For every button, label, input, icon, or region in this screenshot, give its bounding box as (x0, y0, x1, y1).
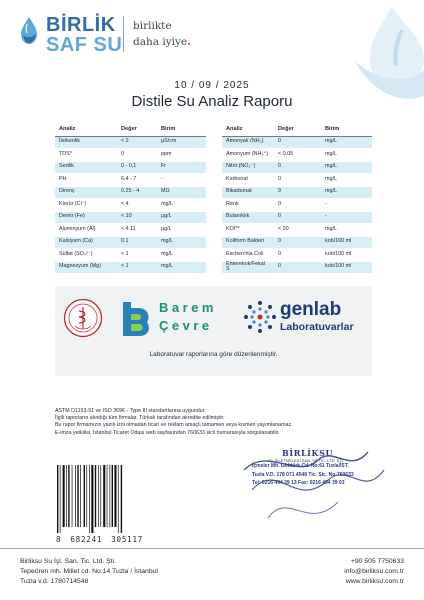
cell-analiz: Karbonat (222, 174, 274, 187)
genlab-brand-line2: Laboratuvarlar (280, 321, 354, 333)
cell-deger: 0 (274, 174, 321, 187)
barcode-bar (91, 465, 93, 533)
cell-birim: - (157, 174, 206, 187)
cell-deger: 0 (274, 211, 321, 224)
cell-deger: 0 (274, 161, 321, 174)
table-row (222, 249, 372, 262)
cell-analiz: Bulanıklık (222, 211, 274, 224)
barcode-bar (114, 465, 116, 527)
slogan-line2 (133, 36, 191, 48)
footer-website-link[interactable]: www.birliksu.com.tr (345, 577, 404, 585)
table-row (222, 261, 372, 274)
table-header-row (222, 122, 372, 136)
barcode-group2: 305117 (111, 535, 144, 544)
stamp-address: İçmeler Mh. Göktürk Cd. No:61 Tuzla/İST. (252, 463, 349, 469)
brand-name-line2: SAF SU (46, 34, 123, 56)
slogan-text: daha iyiye (133, 36, 188, 48)
cell-deger: < 20 (274, 224, 321, 237)
table-row (55, 224, 206, 237)
barcode-bar (107, 465, 108, 527)
barem-brand-line2: Çevre (159, 318, 213, 333)
barcode-bar (84, 465, 85, 527)
barcode-bar (112, 465, 113, 527)
report-title: Distile Su Analiz Raporu (131, 93, 293, 110)
cell-analiz: Amonyak (NH₃) (222, 136, 274, 149)
genlab-dots-icon (243, 300, 277, 334)
cell-analiz: Sertlik (55, 161, 117, 174)
cell-birim: mg/L (321, 224, 372, 237)
table-row (55, 249, 206, 262)
cell-deger: 6.4 - 7 (117, 174, 157, 187)
cell-birim: mg/L (157, 249, 206, 262)
barcode-bar (77, 465, 78, 527)
barem-brand-line1: Barem (159, 300, 217, 315)
cell-birim: kob/100 ml (321, 261, 372, 274)
stamp-phone: Tel: 0216 494 39 13 Fax: 0216 494 39 03 (252, 480, 345, 486)
stamp-title: BİRLİKSU (282, 448, 334, 458)
barcode-bar (100, 465, 101, 527)
note-line: ASTM D1193-91 ve ISO 3696 - Type III standartlarına uygundur. (55, 408, 206, 414)
footer-email-link[interactable]: info@birliksu.com.tr (344, 567, 404, 575)
cell-analiz: Enterekok/Fekal S (222, 261, 274, 274)
barcode-bar (110, 465, 111, 527)
cell-birim: mg/L (157, 199, 206, 212)
cell-birim: mg/L (321, 186, 372, 199)
ministry-seal-icon (63, 298, 103, 338)
table-row (222, 236, 372, 249)
barcode-bar (86, 465, 87, 527)
cell-deger: 0 (274, 236, 321, 249)
column-header-deger: Değer (117, 122, 157, 136)
cell-birim: µg/L (157, 224, 206, 237)
table-row (222, 149, 372, 162)
cell-deger: 0 - 0,1 (117, 161, 157, 174)
cell-birim: mg/L (157, 236, 206, 249)
cell-analiz: Koliform Bakteri (222, 236, 274, 249)
cell-deger: 0.1 (117, 236, 157, 249)
laboratory-partners-panel (55, 286, 372, 376)
cell-deger: 0 (274, 261, 321, 274)
table-row (222, 174, 372, 187)
barcode-lead-digit: 8 (56, 535, 62, 544)
cell-birim: mg/L (321, 174, 372, 187)
cell-deger: < 0.05 (274, 149, 321, 162)
cell-birim: MΩ (157, 186, 206, 199)
footer-tax-office: Tuzla v.d. 1780714548 (20, 577, 89, 585)
cell-analiz: Bikarbonat (222, 186, 274, 199)
cell-deger: < 10 (117, 211, 157, 224)
table-row (222, 199, 372, 212)
column-header-analiz: Analiz (55, 122, 117, 136)
water-drop-logo-icon (18, 16, 40, 46)
table-row (222, 161, 372, 174)
table-row (222, 186, 372, 199)
column-header-analiz: Analiz (222, 122, 274, 136)
genlab-brand-line1: genlab (280, 299, 342, 320)
cell-birim: mg/L (157, 261, 206, 274)
compliance-notes (55, 408, 385, 437)
table-row (55, 211, 206, 224)
cell-deger: 9 (274, 186, 321, 199)
cell-birim: - (321, 211, 372, 224)
cell-analiz: Klorür (Cl⁻) (55, 199, 117, 212)
barcode-digits (56, 535, 152, 544)
barcode-bar (80, 465, 81, 527)
column-header-birim: Birim (321, 122, 372, 136)
barcode-bar (95, 465, 96, 527)
table-row (55, 136, 206, 149)
brand-divider (123, 16, 124, 52)
barcode-bar (75, 465, 76, 527)
barcode-bar (103, 465, 105, 527)
table-row (55, 261, 206, 274)
table-row (55, 236, 206, 249)
footer-address: Tepeören mh. Millet cd. No:14 Tuzla / İstanbul (20, 567, 158, 575)
cell-deger: 0 (274, 136, 321, 149)
column-header-birim: Birim (157, 122, 206, 136)
cell-analiz: Demir (Fe) (55, 211, 117, 224)
cell-birim: Fr (157, 161, 206, 174)
note-line: E-imza yetkilisi, İstanbul Ticaret Odası web sayfasından 760633 sicil numarasıyla sorgulanabilir. (55, 429, 280, 436)
footer-phone: +90 505 7750633 (350, 558, 404, 565)
report-date: 10 / 09 / 2025 (174, 80, 250, 91)
slogan-line1: birlikte (133, 20, 172, 32)
cell-analiz: Renk (222, 199, 274, 212)
cell-birim: mg/L (321, 161, 372, 174)
barcode-bar (57, 465, 58, 533)
barcode-group1: 682241 (70, 535, 103, 544)
note-line: İlgili raporların alındığı tüm firmalar, Türkak tarafından akredite edilmiştir. (55, 415, 225, 422)
barcode-bar (98, 465, 99, 527)
stamp-tax-info: Tuzla V.D. 178 071 4548 Tic. Sic. No:760633 (252, 472, 354, 478)
cell-analiz: TDS* (55, 149, 117, 162)
cell-analiz: PH (55, 174, 117, 187)
column-header-deger: Değer (274, 122, 321, 136)
cell-birim: kob/100 ml (321, 236, 372, 249)
table-row (55, 199, 206, 212)
cell-analiz: Aluminyum (Al) (55, 224, 117, 237)
footer-company-info (20, 557, 158, 586)
cell-analiz: Kalsiyum (Ca) (55, 236, 117, 249)
cell-analiz: İletkenlik (55, 136, 117, 149)
table-row (55, 161, 206, 174)
cell-analiz: Sülfat (SO₄²⁻) (55, 249, 117, 262)
product-barcode (55, 465, 135, 533)
barcode-bar (66, 465, 67, 527)
footer-contact-info (344, 557, 404, 586)
barcode-bar (72, 465, 73, 527)
footer-divider (0, 548, 424, 549)
cell-birim: ppm (157, 149, 206, 162)
table-row (55, 186, 206, 199)
cell-birim: µg/L (157, 211, 206, 224)
cell-birim: - (321, 199, 372, 212)
cell-deger: 0 (274, 249, 321, 262)
table-row (55, 149, 206, 162)
cell-deger: 0 (117, 149, 157, 162)
cell-birim: kob/100 ml (321, 249, 372, 262)
barcode-bar (89, 465, 90, 533)
barcode-bar (118, 465, 119, 533)
table-row (222, 211, 372, 224)
cell-birim: mg/L (321, 136, 372, 149)
partners-caption: Laboratuvar raporlarına göre düzenlenmiştir. (149, 351, 278, 358)
note-line: Bu rapor firmamızın yazılı izni olmadan ticari ve reklam amaçlı tamamen veya kısmen yayımlanamaz. (55, 422, 293, 429)
table-header-row (55, 122, 206, 136)
stamp-subtitle: SU İŞLETMELERİ SAN. VE TİC. LTD. ŞTİ. (268, 458, 345, 463)
cell-deger: 0.25 - 4 (117, 186, 157, 199)
cell-analiz: Magnezyum (Mg) (55, 261, 117, 274)
cell-analiz: KOİ** (222, 224, 274, 237)
cell-deger: < 1 (117, 249, 157, 262)
table-row (222, 136, 372, 149)
slogan-dot: . (187, 36, 191, 48)
cell-analiz: Escherchia Coli (222, 249, 274, 262)
cell-deger: < 2 (117, 136, 157, 149)
cell-deger: < 4.11 (117, 224, 157, 237)
cell-analiz: Nitrit (NO₂⁻) (222, 161, 274, 174)
barcode-bar (121, 465, 122, 533)
analysis-table-left (55, 122, 206, 274)
analysis-table-right (222, 122, 372, 274)
table-row (222, 224, 372, 237)
cell-birim: mg/L (321, 149, 372, 162)
barcode-bar (63, 465, 65, 527)
brand-name-line1: BİRLİK (46, 14, 116, 36)
cell-deger: < 1 (117, 261, 157, 274)
table-row (55, 174, 206, 187)
cell-deger: < 4 (117, 199, 157, 212)
barcode-bar (68, 465, 69, 527)
cell-deger: 0 (274, 199, 321, 212)
footer-company-name: Birliksu Su İşl. San. Tic. Ltd. Şti. (20, 558, 116, 565)
cell-analiz: Direnç (55, 186, 117, 199)
barcode-bar (60, 465, 61, 533)
cell-birim: µS/cm (157, 136, 206, 149)
barem-b-logo-icon (119, 300, 153, 338)
page-header (0, 0, 424, 80)
cell-analiz: Amonyum (NH₄⁺) (222, 149, 274, 162)
